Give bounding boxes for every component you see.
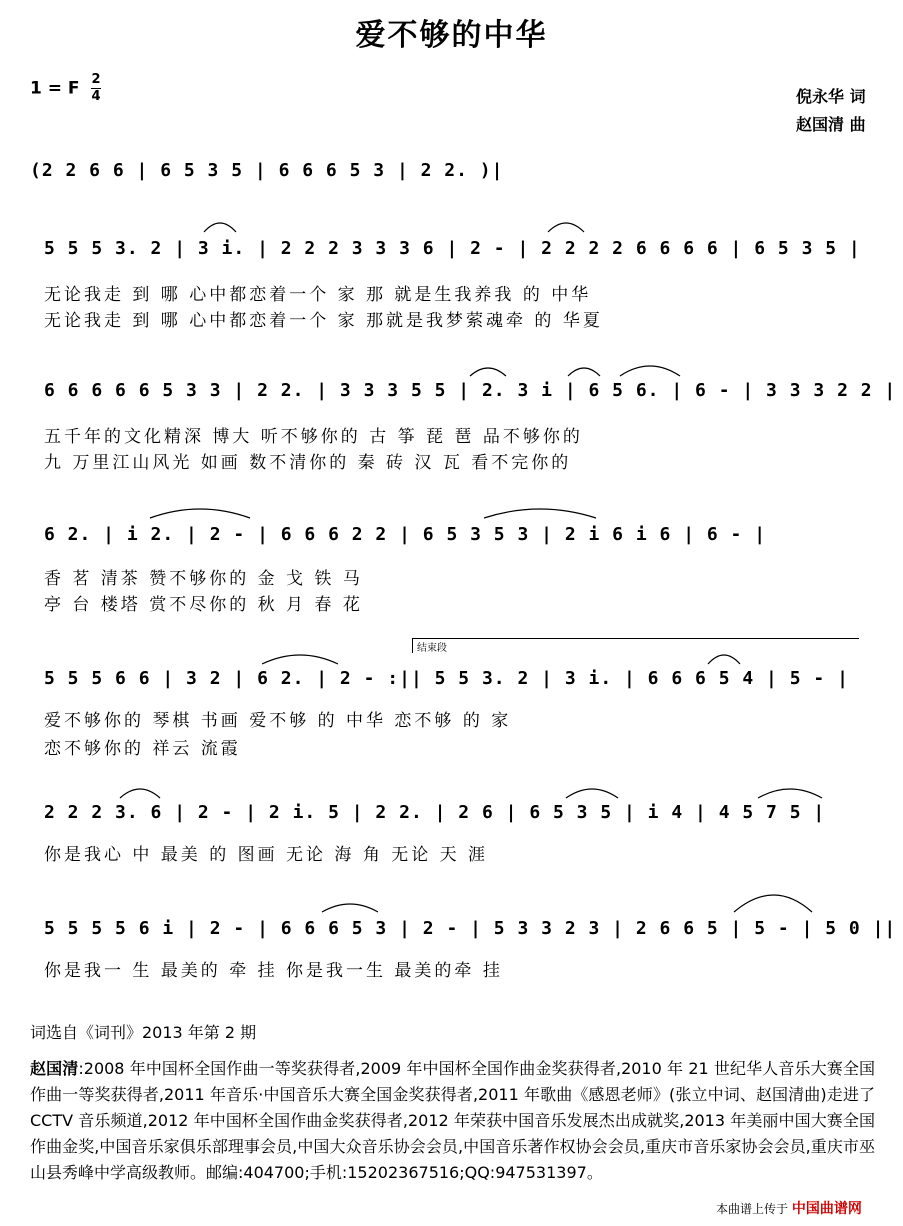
notation-system-3: 6 6 6 6 6 5 3 3 | 2 2. | 3 3 3 5 5 | 2. 3 i | 6 5 6. | 6 - | 3 3 3 2 2 | — [44, 380, 897, 401]
lyrics-system-5-verse-1: 爱不够你的 琴棋 书画 爱不够 的 中华 恋不够 的 家 — [44, 711, 512, 731]
bio-text: :2008 年中国杯全国作曲一等奖获得者,2009 年中国杯全国作曲金奖获得者,2010 年 21 世纪华人音乐大赛全国作曲一等奖获得者,2011 年音乐·中国音乐大赛全国金奖获得者,2011 年歌曲《感恩老师》(张立中词、赵国清曲)走进了 CCTV 音乐频道,2012 年中国杯全国作曲金奖获得者,2012 年荣获中国音乐发展杰出成就奖,2013 年美丽中国大赛全国作曲金奖,中国音乐家俱乐部理事会员,中国大众音乐协会会员,中国音乐著作权协会会员,重庆市音乐家协会会员,重庆市巫山县秀峰中学高级教师。邮编:404700;手机:15202367516;QQ:947531397。 — [30, 1059, 875, 1182]
notation-system-7: 5 5 5 5 6 i | 2 - | 6 6 6 5 3 | 2 - | 5 3 3 2 3 | 2 6 6 5 | 5 - | 5 0 || — [44, 918, 897, 939]
notation-system-2: 5 5 5 3. 2 | 3 i. | 2 2 2 3 3 3 6 | 2 - | 2 2 2 2 6 6 6 6 | 6 5 3 5 | — [44, 238, 861, 259]
time-bottom: 4 — [91, 89, 101, 104]
ending-section-label: 结束段 — [412, 638, 859, 653]
lyrics-system-3-verse-2: 九 万里江山风光 如画 数不清你的 秦 砖 汉 瓦 看不完你的 — [44, 453, 572, 473]
site-logo[interactable]: 中国曲谱网 — [791, 1201, 862, 1217]
lyrics-system-4-verse-1: 香 茗 清茶 赞不够你的 金 戈 铁 马 — [44, 569, 363, 589]
notation-system-1: (2 2 6 6 | 6 5 3 5 | 6 6 6 5 3 | 2 2. )| — [30, 160, 504, 181]
lyricist-credit: 倪永华 词 — [796, 87, 866, 106]
lyrics-system-5-verse-2: 恋不够你的 祥云 流霞 — [44, 739, 241, 759]
lyrics-system-7: 你是我一 生 最美的 牵 挂 你是我一生 最美的牵 挂 — [44, 961, 503, 981]
composer-bio — [30, 1056, 875, 1186]
footer — [716, 1198, 862, 1218]
lyrics-system-3-verse-1: 五千年的文化精深 博大 听不够你的 古 筝 琵 琶 品不够你的 — [44, 427, 583, 447]
lyrics-system-4-verse-2: 亭 台 楼塔 赏不尽你的 秋 月 春 花 — [44, 595, 363, 615]
composer-credit: 赵国清 曲 — [796, 115, 866, 134]
notation-system-6: 2 2 2 3. 6 | 2 - | 2 i. 5 | 2 2. | 2 6 | 6 5 3 5 | i 4 | 4 5 7 5 | — [44, 802, 826, 823]
notation-system-4: 6 2. | i 2. | 2 - | 6 6 6 2 2 | 6 5 3 5 3 | 2 i 6 i 6 | 6 - | — [44, 524, 767, 545]
footer-text: 本曲谱上传于 — [716, 1202, 789, 1216]
time-top: 2 — [91, 72, 101, 87]
notation-system-5: 5 5 5 6 6 | 3 2 | 6 2. | 2 - :|| 5 5 3. 2 | 3 i. | 6 6 6 5 4 | 5 - | — [44, 668, 849, 689]
source-note: 词选自《词刊》2013 年第 2 期 — [30, 1023, 257, 1042]
lyrics-system-2-verse-2: 无论我走 到 哪 心中都恋着一个 家 那就是我梦萦魂牵 的 华夏 — [44, 311, 603, 331]
lyrics-system-2-verse-1: 无论我走 到 哪 心中都恋着一个 家 那 就是生我养我 的 中华 — [44, 285, 592, 305]
bio-name: 赵国清 — [30, 1059, 79, 1078]
song-title: 爱不够的中华 — [355, 18, 548, 53]
key-label: 1 = F — [30, 78, 80, 99]
lyrics-system-6: 你是我心 中 最美 的 图画 无论 海 角 无论 天 涯 — [44, 845, 489, 865]
